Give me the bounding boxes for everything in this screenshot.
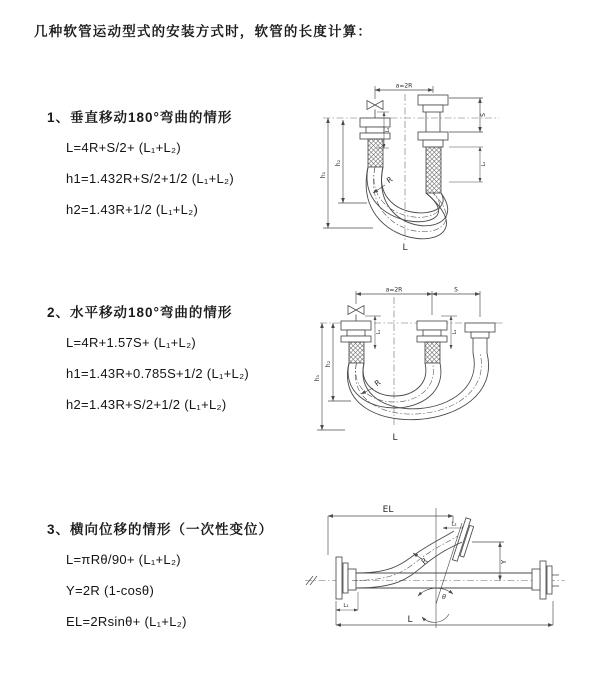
section-vertical-bend [47, 106, 234, 232]
diagram-vertical-180-bend [315, 78, 510, 254]
length-label: L [402, 243, 408, 253]
dimension-label-l2: L₂ [452, 329, 458, 335]
hose-braid-left [368, 139, 383, 167]
formula-line: h2=1.43R+S/2+1/2 (L₁+L₂) [66, 397, 227, 412]
radius-label: R [372, 377, 383, 389]
dimension-label-h1: h₁ [320, 171, 327, 179]
diagram-lateral-displacement [300, 497, 598, 655]
section-heading: 3、横向位移的情形（一次性变位） [47, 522, 274, 537]
dimension-label-h2: h₂ [335, 159, 342, 167]
formula-line: h1=1.43R+0.785S+1/2 (L₁+L₂) [66, 366, 250, 381]
formula-line: L=πRθ/90+ (L₁+L₂) [66, 552, 181, 567]
diagram-horizontal-180-bend [315, 285, 510, 447]
dimension-l2 [449, 147, 483, 182]
dimension-label-l1: L₁ [385, 127, 391, 133]
dimension-a2r [356, 291, 480, 317]
hose-braid-left [349, 342, 364, 363]
dimension-l [336, 601, 553, 625]
dimension-label-y: Y [500, 559, 508, 565]
dimension-label-l2: L₂ [451, 521, 457, 528]
valve-icon [367, 101, 383, 119]
hose-curve [352, 531, 462, 588]
section-lateral-displacement [47, 518, 273, 644]
dimension-label-l2: L₂ [481, 161, 487, 167]
dimension-label-l1: L₁ [343, 603, 349, 609]
dimension-label-l: L [407, 615, 413, 625]
right-fitting [465, 323, 495, 353]
section-horizontal-bend [47, 301, 249, 427]
section-heading: 2、水平移动180°弯曲的情形 [47, 305, 233, 320]
hose-braid-right [426, 147, 441, 193]
angle-label: θ [442, 593, 446, 601]
right-fitting [418, 95, 448, 147]
dimension-label-l1: L₁ [376, 329, 382, 335]
left-flange [336, 557, 356, 599]
right-flange [532, 561, 559, 599]
middle-fitting [417, 321, 447, 342]
radius-label: R [419, 555, 430, 567]
section-heading: 1、垂直移动180°弯曲的情形 [47, 110, 233, 125]
formula-line: Y=2R (1-cosθ) [66, 583, 155, 598]
formula-line: h1=1.432R+S/2+1/2 (L₁+L₂) [66, 171, 234, 186]
dimension-label-a2r: a=2R [385, 286, 403, 294]
valve-icon [348, 306, 364, 322]
centerlines [323, 94, 499, 240]
dimension-s [449, 98, 483, 132]
dimension-label-s: S [480, 113, 487, 117]
formula-line: L=4R+1.57S+ (L₁+L₂) [66, 335, 197, 350]
page-title: 几种软管运动型式的安装方式时，软管的长度计算： [34, 24, 373, 39]
dimension-el [328, 516, 453, 555]
length-label: L [392, 433, 398, 443]
dimension-label-a2r: a=2R [395, 82, 413, 90]
formula-line: EL=2Rsinθ+ (L₁+L₂) [66, 614, 187, 629]
hose-u-bend [347, 353, 488, 420]
formula-line: h2=1.43R+1/2 (L₁+L₂) [66, 202, 199, 217]
formula-line: L=4R+S/2+ (L₁+L₂) [66, 140, 181, 155]
dimension-label-h1: h₁ [314, 374, 321, 382]
dimension-label-h2: h₂ [325, 360, 332, 368]
dimension-h2 [338, 120, 367, 203]
left-fitting [341, 321, 371, 342]
dimension-label-s: S [454, 286, 458, 294]
radius-label: R [384, 174, 395, 186]
hose-braid-middle [425, 342, 440, 363]
dimension-label-el: EL [382, 505, 394, 515]
